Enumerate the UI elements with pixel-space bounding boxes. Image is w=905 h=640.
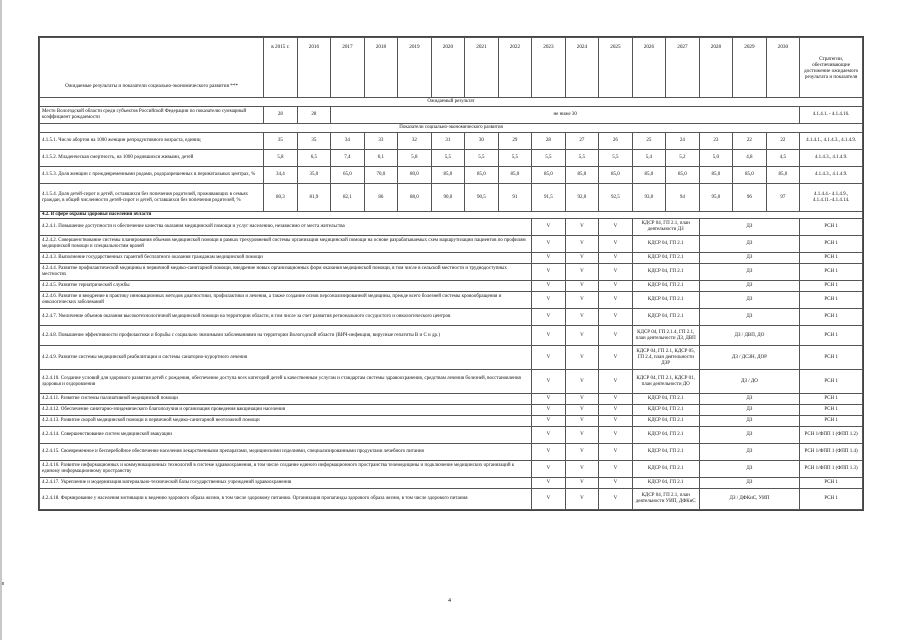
code-cell: РСН 1 bbox=[800, 346, 863, 370]
year-header: 2020 bbox=[431, 38, 465, 98]
responsible-cell: ДЗ bbox=[699, 405, 800, 416]
year-header: в 2015 г. bbox=[264, 38, 298, 98]
year-header: 2017 bbox=[331, 38, 365, 98]
strategy-cell: 4.1.4.3., 4.1.4.9. bbox=[800, 150, 863, 167]
task-label: 4.2.4.5. Развитие гериатрической службы bbox=[40, 281, 532, 292]
value-cell: 34 bbox=[331, 133, 365, 150]
stage-mark: V bbox=[565, 281, 599, 292]
value-cell: 92,5 bbox=[599, 184, 633, 212]
value-cell: 81,9 bbox=[297, 184, 331, 212]
value-cell: 85,0 bbox=[532, 167, 566, 184]
task-label: 4.2.4.13. Развитие скорой медицинской помощи и первичной медико-санитарной неотложной помощи bbox=[40, 416, 532, 427]
page-number: 4 bbox=[448, 598, 451, 604]
results-table bbox=[39, 37, 863, 510]
stage-mark: V bbox=[565, 427, 599, 444]
code-cell: РСН 1/ФПП 1 (ФПП 1.2) bbox=[800, 427, 863, 444]
responsible-cell: ДЗ bbox=[699, 416, 800, 427]
task-label: 4.2.4.8. Повышение эффективности профилактики и борьбы с социально значимыми заболеваниями на территории Вологодской области (ВИЧ-инфекция, вирусные гепатиты В и С и др.) bbox=[40, 326, 532, 346]
value-cell: 85,0 bbox=[565, 167, 599, 184]
stage-mark: V bbox=[532, 292, 566, 309]
task-row bbox=[40, 461, 863, 478]
value-cell: 6,5 bbox=[297, 150, 331, 167]
stage-mark: V bbox=[565, 326, 599, 346]
year-header: 2021 bbox=[465, 38, 499, 98]
task-row bbox=[40, 370, 863, 394]
code-cell: РСН 1 bbox=[800, 253, 863, 264]
code-cell: РСН 1 bbox=[800, 416, 863, 427]
year-header: 2030 bbox=[766, 38, 800, 98]
indicator-label: 4.1.5.2. Младенческая смертность, на 1000 родившихся живыми, детей bbox=[40, 150, 264, 167]
document-cell: КДСР 04, ГП 2.1 bbox=[632, 478, 699, 489]
document-cell: КДСР 04, ГП 2.1.4, ГП 2.1, план деятельности ДЗ, ДВП bbox=[632, 326, 699, 346]
results-header: Ожидаемые результаты и показатели социально-экономического развития *** bbox=[40, 38, 264, 98]
code-cell: РСН 1 bbox=[800, 219, 863, 236]
indicator-label: 4.1.5.3. Доля женщин с преждевременными родами, родоразрешенных в перинатальных центрах, % bbox=[40, 167, 264, 184]
code-cell: РСН 1 bbox=[800, 370, 863, 394]
task-label: 4.2.4.18. Формирование у населения мотивации к ведению здорового образа жизни, в том числе здоровому питанию. Организация пропаганды здорового образа жизни, в том числе здорового питания bbox=[40, 489, 532, 510]
task-row bbox=[40, 219, 863, 236]
band-row bbox=[40, 98, 863, 107]
responsible-cell: ДЗ / ДСЗН, ДОР bbox=[699, 346, 800, 370]
task-label: 4.2.4.14. Совершенствование систем медицинской эвакуации bbox=[40, 427, 532, 444]
stage-mark: V bbox=[565, 416, 599, 427]
task-row bbox=[40, 478, 863, 489]
value-cell: 92,0 bbox=[565, 184, 599, 212]
strategy-cell: 4.1.4.4.- 4.1.4.9., 4.1.4.11.-4.1.4.14. bbox=[800, 184, 863, 212]
document-cell: КДСР 04, ГП 2.1, КДСР 05, ГП 2.4, план деятельности ДЗР bbox=[632, 346, 699, 370]
value-cell: 6,1 bbox=[364, 150, 398, 167]
value-cell: 24 bbox=[666, 133, 700, 150]
value-cell: 5,4 bbox=[632, 150, 666, 167]
value-cell: 5,5 bbox=[431, 150, 465, 167]
value-cell: 5,2 bbox=[666, 150, 700, 167]
stage-mark: V bbox=[532, 444, 566, 461]
indicator-label: 4.1.5.4. Доля детей-сирот и детей, оставшихся без попечения родителей, проживающих в семьях граждан, в общей численности детей-сирот и детей, оставшихся без попечения родителей, % bbox=[40, 184, 264, 212]
value-cell: 86 bbox=[364, 184, 398, 212]
task-row bbox=[40, 427, 863, 444]
stage-mark: V bbox=[599, 370, 633, 394]
code-cell: РСН 1/ФПП 1 (ФПП 1.3) bbox=[800, 461, 863, 478]
value-cell: 70,0 bbox=[364, 167, 398, 184]
responsible-cell: ДЗ bbox=[699, 281, 800, 292]
stage-mark: V bbox=[599, 489, 633, 510]
task-row bbox=[40, 444, 863, 461]
section-title: 4.2. В сфере охраны здоровья населения области bbox=[40, 212, 863, 219]
stage-mark: V bbox=[599, 219, 633, 236]
value-cell: 91,5 bbox=[532, 184, 566, 212]
responsible-cell: ДЗ bbox=[699, 461, 800, 478]
indicators-band: Показатели социально-экономического развития bbox=[40, 124, 863, 133]
responsible-cell: ДЗ bbox=[699, 292, 800, 309]
year-header: 2024 bbox=[565, 38, 599, 98]
value-cell: 23 bbox=[699, 133, 733, 150]
value-cell: 22 bbox=[733, 133, 767, 150]
task-label: 4.2.4.9. Развитие системы медицинской реабилитации и системы санаторно-курортного лечения bbox=[40, 346, 532, 370]
value-cell: 31 bbox=[431, 133, 465, 150]
stage-mark: V bbox=[532, 219, 566, 236]
stage-mark: V bbox=[565, 253, 599, 264]
responsible-cell: ДЗ bbox=[699, 236, 800, 253]
year-header: 2028 bbox=[699, 38, 733, 98]
stage-mark: V bbox=[599, 326, 633, 346]
value-cell: 27 bbox=[565, 133, 599, 150]
value-cell: 5,5 bbox=[565, 150, 599, 167]
responsible-cell: ДЗ bbox=[699, 427, 800, 444]
responsible-cell: ДЗ bbox=[699, 264, 800, 281]
document-cell: КДСР 04, ГП 2.1 bbox=[632, 309, 699, 326]
value-cell: 85,0 bbox=[599, 167, 633, 184]
value-cell: 7,4 bbox=[331, 150, 365, 167]
stage-mark: V bbox=[532, 427, 566, 444]
value-cell: 4,8 bbox=[733, 150, 767, 167]
stage-mark: V bbox=[599, 427, 633, 444]
value-cell: 97 bbox=[766, 184, 800, 212]
value-cell: 95,0 bbox=[699, 184, 733, 212]
responsible-cell: ДЗ bbox=[699, 478, 800, 489]
value-cell: 85,0 bbox=[465, 167, 499, 184]
stage-mark: V bbox=[599, 444, 633, 461]
task-row bbox=[40, 253, 863, 264]
stage-mark: V bbox=[565, 489, 599, 510]
stage-mark: V bbox=[599, 461, 633, 478]
year-header: 2026 bbox=[632, 38, 666, 98]
task-row bbox=[40, 264, 863, 281]
value-cell: 93,0 bbox=[632, 184, 666, 212]
stage-mark: V bbox=[532, 478, 566, 489]
document-cell: КДСР 04, ГП 2.1, план деятельности УИП, ДФКиС bbox=[632, 489, 699, 510]
results-table-frame bbox=[38, 36, 864, 511]
value-cell: 5,0 bbox=[699, 150, 733, 167]
value-cell: 5,5 bbox=[599, 150, 633, 167]
expected-result-band: Ожидаемый результат bbox=[40, 98, 863, 107]
task-label: 4.2.4.10. Создание условий для здорового развития детей с рождения, обеспечение доступа всех категорий детей к качественным услугам и стандартам системы здравоохранения, средствам лечения болезней, восстановления здоровья и оздоровления bbox=[40, 370, 532, 394]
stage-mark: V bbox=[565, 370, 599, 394]
place-label: Место Вологодской области среди субъектов Российской Федерации по показателю суммарный коэффициент рождаемости bbox=[40, 107, 264, 124]
task-row bbox=[40, 394, 863, 405]
stage-mark: V bbox=[532, 326, 566, 346]
value-cell: 85,0 bbox=[699, 167, 733, 184]
stage-mark: V bbox=[599, 292, 633, 309]
scan-edge bbox=[0, 0, 2, 640]
task-label: 4.2.4.16. Развитие информационных и коммуникационных технологий в системе здравоохранения, в том числе создание единого информационного пространства телемедицины и подключение медицинских организаций к единому информационному пространству bbox=[40, 461, 532, 478]
value-cell: 28 bbox=[264, 107, 298, 124]
stage-mark: V bbox=[599, 236, 633, 253]
task-row bbox=[40, 281, 863, 292]
responsible-cell: ДЗ bbox=[699, 219, 800, 236]
stage-mark: V bbox=[599, 281, 633, 292]
task-label: 4.2.4.3. Выполнение государственных гарантий бесплатного оказания гражданам медицинской помощи bbox=[40, 253, 532, 264]
stage-mark: V bbox=[565, 292, 599, 309]
value-cell: 85,0 bbox=[666, 167, 700, 184]
section-row bbox=[40, 212, 863, 219]
responsible-cell: ДЗ / ДО bbox=[699, 370, 800, 394]
stage-mark: V bbox=[599, 264, 633, 281]
document-cell: КДСР 04, ГП 2.1 bbox=[632, 444, 699, 461]
value-cell: 94 bbox=[666, 184, 700, 212]
code-cell: РСН 1 bbox=[800, 478, 863, 489]
stage-mark: V bbox=[532, 416, 566, 427]
stage-mark: V bbox=[565, 219, 599, 236]
responsible-cell: ДЗ bbox=[699, 394, 800, 405]
task-label: 4.2.4.17. Укрепление и модернизация материально-технической базы государственных учреждений здравоохранения bbox=[40, 478, 532, 489]
scan-mark bbox=[2, 582, 4, 585]
year-header: 2023 bbox=[532, 38, 566, 98]
stage-mark: V bbox=[532, 394, 566, 405]
stage-mark: V bbox=[532, 264, 566, 281]
document-cell: КДСР 04, ГП 2.1 bbox=[632, 461, 699, 478]
stage-mark: V bbox=[599, 394, 633, 405]
stage-mark: V bbox=[599, 346, 633, 370]
year-header: 2018 bbox=[364, 38, 398, 98]
value-cell: 82,1 bbox=[331, 184, 365, 212]
stage-mark: V bbox=[532, 346, 566, 370]
stage-mark: V bbox=[565, 461, 599, 478]
value-cell: 29 bbox=[498, 133, 532, 150]
stage-mark: V bbox=[532, 405, 566, 416]
value-cell: 34,4 bbox=[264, 167, 298, 184]
stage-mark: V bbox=[532, 309, 566, 326]
document-cell: КДСР 04, ГП 2.1 bbox=[632, 264, 699, 281]
value-cell: 35 bbox=[264, 133, 298, 150]
value-cell: 35 bbox=[297, 133, 331, 150]
code-cell: РСН 1 bbox=[800, 326, 863, 346]
stage-mark: V bbox=[599, 416, 633, 427]
responsible-cell: ДЗ / ДФКиС, УИП bbox=[699, 489, 800, 510]
strategy-header: Стратегии, обеспечивающие достижение ожидаемого результата и показателя bbox=[800, 38, 863, 98]
stage-mark: V bbox=[565, 444, 599, 461]
code-cell: РСН 1 bbox=[800, 236, 863, 253]
document-cell: КДСР 04, ГП 2.1 bbox=[632, 427, 699, 444]
year-header: 2025 bbox=[599, 38, 633, 98]
value-cell: 5,5 bbox=[465, 150, 499, 167]
task-row bbox=[40, 326, 863, 346]
value-cell: 25 bbox=[632, 133, 666, 150]
task-label: 4.2.4.11. Развитие системы паллиативной медицинской помощи bbox=[40, 394, 532, 405]
strategy-cell: 4.1.4.3., 4.1.4.9. bbox=[800, 167, 863, 184]
task-row bbox=[40, 405, 863, 416]
value-cell: 5,8 bbox=[398, 150, 432, 167]
value-cell: 80,0 bbox=[398, 167, 432, 184]
document-cell: КДСР 04, ГП 2.1, КДСР 01, план деятельности ДО bbox=[632, 370, 699, 394]
year-header: 2027 bbox=[666, 38, 700, 98]
value-cell: 85,0 bbox=[431, 167, 465, 184]
code-cell: РСН 1 bbox=[800, 281, 863, 292]
code-cell: РСН 1 bbox=[800, 489, 863, 510]
task-label: 4.2.4.15. Своевременное и бесперебойное обеспечение населения лекарственными препаратами, медицинскими изделиями, специализированными продуктами лечебного питания bbox=[40, 444, 532, 461]
document-cell: КДСР 04, ГП 2.1 bbox=[632, 292, 699, 309]
stage-mark: V bbox=[532, 253, 566, 264]
code-cell: РСН 1/ФПП 1 (ФПП 1.4) bbox=[800, 444, 863, 461]
value-cell: 90,5 bbox=[465, 184, 499, 212]
indicator-row bbox=[40, 133, 863, 150]
value-cell: 26 bbox=[599, 133, 633, 150]
year-header: 2022 bbox=[498, 38, 532, 98]
indicator-row bbox=[40, 167, 863, 184]
value-cell: 5,5 bbox=[532, 150, 566, 167]
value-cell: 85,0 bbox=[498, 167, 532, 184]
value-cell: 85,0 bbox=[733, 167, 767, 184]
stage-mark: V bbox=[565, 236, 599, 253]
task-label: 4.2.4.4. Развитие профилактической медицины в первичной медико-санитарной помощи, внедрение новых организационных форм оказания медицинской помощи, в том числе в сельской местности и труднодоступных местностях bbox=[40, 264, 532, 281]
value-cell: 65,0 bbox=[331, 167, 365, 184]
responsible-cell: ДЗ bbox=[699, 253, 800, 264]
value-cell: 85,0 bbox=[766, 167, 800, 184]
year-header: 2029 bbox=[733, 38, 767, 98]
responsible-cell: ДЗ / ДВП, ДО bbox=[699, 326, 800, 346]
value-cell: 96 bbox=[733, 184, 767, 212]
value-cell: 35,0 bbox=[297, 167, 331, 184]
value-cell: 32 bbox=[398, 133, 432, 150]
code-cell: РСН 1 bbox=[800, 394, 863, 405]
stage-mark: V bbox=[599, 253, 633, 264]
stage-mark: V bbox=[565, 478, 599, 489]
code-cell: РСН 1 bbox=[800, 292, 863, 309]
task-row bbox=[40, 489, 863, 510]
stage-mark: V bbox=[532, 236, 566, 253]
responsible-cell: ДЗ bbox=[699, 309, 800, 326]
task-label: 4.2.4.2. Совершенствование системы планирования объемов медицинской помощи в рамках трехуровневой системы организации медицинской помощи на основе разрабатываемых схем маршрутизации пациентов по профилям медицинской помощи и специальностям врачей bbox=[40, 236, 532, 253]
value-cell: 5,8 bbox=[264, 150, 298, 167]
document-cell: КДСР 04, ГП 2.1 bbox=[632, 405, 699, 416]
stage-mark: V bbox=[565, 394, 599, 405]
indicator-row bbox=[40, 184, 863, 212]
code-cell: РСН 1 bbox=[800, 405, 863, 416]
task-row bbox=[40, 236, 863, 253]
value-cell: 80,3 bbox=[264, 184, 298, 212]
value-cell: 5,5 bbox=[498, 150, 532, 167]
year-header: 2019 bbox=[398, 38, 432, 98]
indicator-row bbox=[40, 150, 863, 167]
task-label: 4.2.4.12. Обеспечение санитарно-эпидемического благополучия и организация проведения вакцинации населения bbox=[40, 405, 532, 416]
value-cell: 90,0 bbox=[431, 184, 465, 212]
stage-mark: V bbox=[532, 461, 566, 478]
strategy-cell: 4.1.4.1. - 4.1.4.16. bbox=[800, 107, 863, 124]
stage-mark: V bbox=[532, 370, 566, 394]
document-cell: КДСР 04, ГП 2.1, план деятельности ДЗ bbox=[632, 219, 699, 236]
document-cell: КДСР 04, ГП 2.1 bbox=[632, 253, 699, 264]
document-cell: КДСР 04, ГП 2.1 bbox=[632, 416, 699, 427]
value-cell: 91 bbox=[498, 184, 532, 212]
year-header: 2016 bbox=[297, 38, 331, 98]
stage-mark: V bbox=[532, 281, 566, 292]
value-cell: 88,0 bbox=[398, 184, 432, 212]
document-cell: КДСР 04, ГП 2.1 bbox=[632, 394, 699, 405]
indicator-label: 4.1.5.1. Число абортов на 1000 женщин репродуктивного возраста, единиц bbox=[40, 133, 264, 150]
document-cell: КДСР 04, ГП 2.1 bbox=[632, 281, 699, 292]
stage-mark: V bbox=[565, 346, 599, 370]
stage-mark: V bbox=[532, 489, 566, 510]
value-cell: 28 bbox=[297, 107, 331, 124]
task-row bbox=[40, 292, 863, 309]
band-row bbox=[40, 124, 863, 133]
value-cell: 30 bbox=[465, 133, 499, 150]
merged-value-cell: не ниже 30 bbox=[331, 107, 800, 124]
task-row bbox=[40, 416, 863, 427]
task-label: 4.2.4.1. Повышение доступности и обеспечение качества оказания медицинской помощи и услуг населению, независимо от места жительства bbox=[40, 219, 532, 236]
stage-mark: V bbox=[565, 405, 599, 416]
place-row bbox=[40, 107, 863, 124]
stage-mark: V bbox=[599, 309, 633, 326]
stage-mark: V bbox=[565, 264, 599, 281]
header-row bbox=[40, 38, 863, 98]
value-cell: 4,5 bbox=[766, 150, 800, 167]
task-label: 4.2.4.6. Развитие и внедрение в практику инновационных методов диагностики, профилактики и лечения, а также создание основ персонализированной медицины, прежде всего болезней системы кровообращения и онкологических заболеваний bbox=[40, 292, 532, 309]
document-cell: КДСР 04, ГП 2.1 bbox=[632, 236, 699, 253]
stage-mark: V bbox=[599, 478, 633, 489]
task-label: 4.2.4.7. Увеличение объемов оказания высокотехнологичной медицинской помощи на территории области, в том числе за счет развития регионального сосудистого и онкологического центров bbox=[40, 309, 532, 326]
task-row bbox=[40, 346, 863, 370]
task-row bbox=[40, 309, 863, 326]
value-cell: 85,0 bbox=[632, 167, 666, 184]
value-cell: 33 bbox=[364, 133, 398, 150]
stage-mark: V bbox=[565, 309, 599, 326]
stage-mark: V bbox=[599, 405, 633, 416]
code-cell: РСН 1 bbox=[800, 264, 863, 281]
strategy-cell: 4.1.4.1., 4.1.4.3., 4.1.4.9. bbox=[800, 133, 863, 150]
responsible-cell: ДЗ bbox=[699, 444, 800, 461]
value-cell: 28 bbox=[532, 133, 566, 150]
code-cell: РСН 1 bbox=[800, 309, 863, 326]
value-cell: 22 bbox=[766, 133, 800, 150]
